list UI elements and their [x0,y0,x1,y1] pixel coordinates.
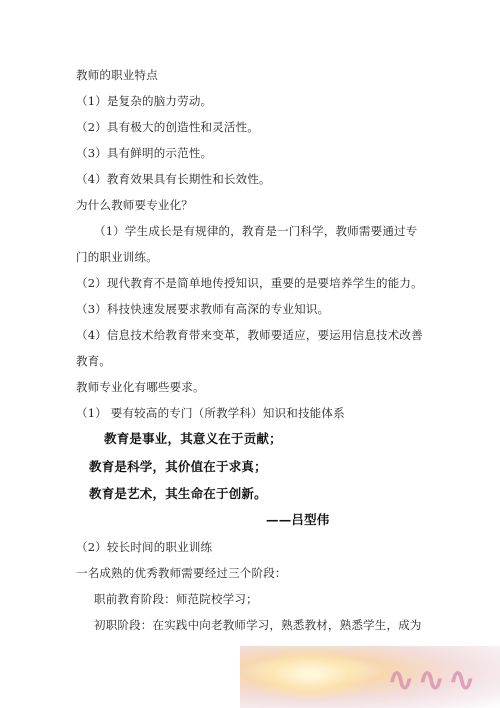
reason-item-4: （4）信息技术给教育带来变革，教师要适应，要运用信息技术改善 [76,328,423,342]
section-heading-requirements: 教师专业化有哪些要求。 [76,380,205,394]
stage-item-2: 初职阶段：在实践中向老教师学习，熟悉教材，熟悉学生，成为 [94,618,422,632]
section-heading-teacher-traits: 教师的职业特点 [76,68,158,82]
section-heading-why-professionalize: 为什么教师要专业化？ [76,198,193,212]
quote-attribution: ——吕型伟 [266,512,330,527]
stage-item-1: 职前教育阶段：师范院校学习； [94,592,258,606]
watermark-logo-icon [240,646,500,708]
quote-line-1: 教育是事业，其意义在于贡献； [104,431,282,446]
reason-item-1-cont: 门的职业训练。 [76,250,158,264]
trait-item-3: （3）具有鲜明的示范性。 [76,146,213,160]
trait-item-4: （4）教育效果具有长期性和长效性。 [76,172,271,186]
stages-intro: 一名成熟的优秀教师需要经过三个阶段： [76,566,287,580]
reason-item-3: （3）科技快速发展要求教师有高深的专业知识。 [76,302,330,316]
reason-item-4-cont: 教育。 [76,354,112,368]
reason-item-1: （1）学生成长是有规律的，教育是一门科学，教师需要通过专 [94,224,418,238]
watermark-mark: ∿∿∿ [386,660,478,700]
quote-line-2: 教育是科学，其价值在于求真； [89,459,267,474]
watermark-glow [250,650,370,700]
quote-line-3: 教育是艺术，其生命在于创新。 [89,486,267,501]
requirement-item-2: （2）较长时间的职业训练 [76,540,213,554]
trait-item-1: （1）是复杂的脑力劳动。 [76,94,213,108]
trait-item-2: （2）具有极大的创造性和灵活性。 [76,120,260,134]
reason-item-2: （2）现代教育不是简单地传授知识，重要的是要培养学生的能力。 [76,276,423,290]
requirement-item-1: （1） 要有较高的专门（所教学科）知识和技能体系 [76,406,345,420]
